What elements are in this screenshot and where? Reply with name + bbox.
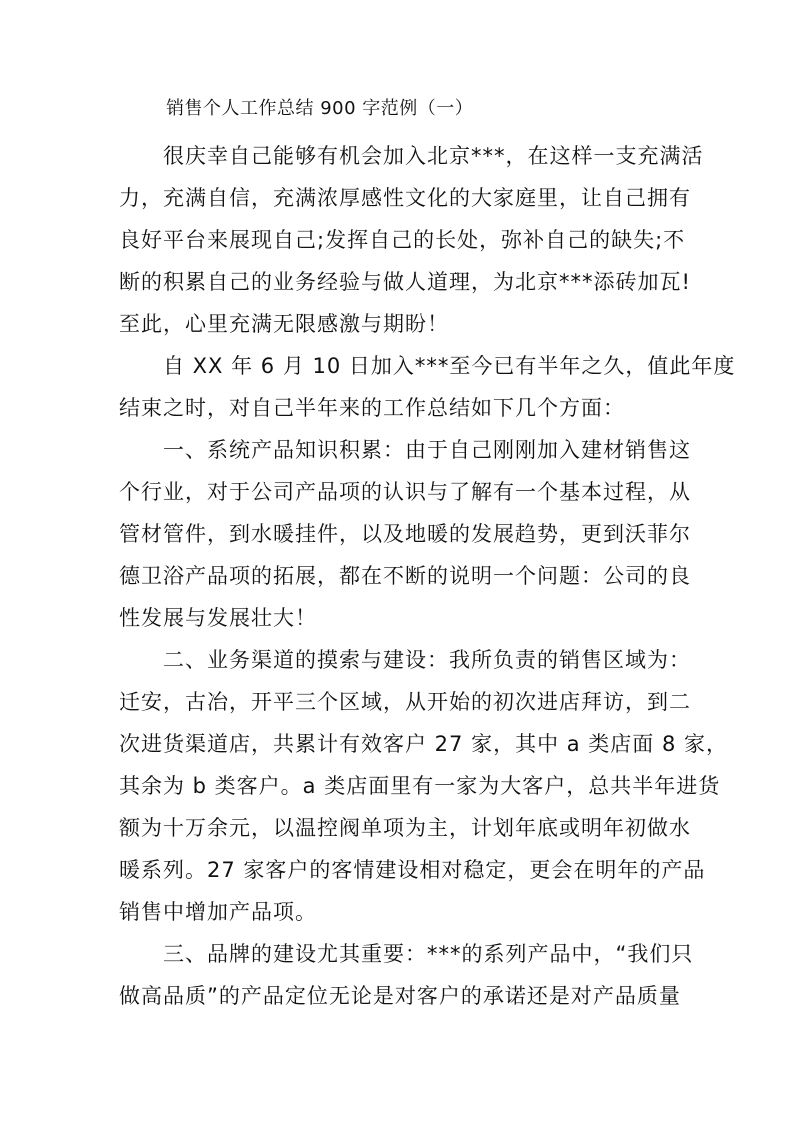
text-line: 二、业务渠道的摸索与建设：我所负责的销售区域为： (163, 648, 691, 672)
text-line: 很庆幸自己能够有机会加入北京***，在这样一支充满活 (163, 144, 704, 168)
text-line: 力，充满自信，充满浓厚感性文化的大家庭里，让自己拥有 (119, 186, 691, 210)
text-line: 一、系统产品知识积累：由于自己刚刚加入建材销售这 (163, 438, 691, 462)
text-line: 销售中增加产品项。 (119, 900, 317, 924)
text-line: 自 XX 年 6 月 10 日加入***至今已有半年之久，值此年度 (163, 354, 736, 378)
text-line: 做高品质”的产品定位无论是对客户的承诺还是对产品质量 (119, 984, 681, 1008)
text-line: 断的积累自己的业务经验与做人道理，为北京***添砖加瓦! (119, 270, 691, 294)
text-line: 暖系列。27 家客户的客情建设相对稳定，更会在明年的产品 (119, 858, 706, 882)
text-line: 迁安，古冶，开平三个区域，从开始的初次进店拜访，到二 (119, 690, 691, 714)
text-line: 其余为 b 类客户。a 类店面里有一家为大客户，总共半年进货 (119, 774, 721, 798)
text-line: 德卫浴产品项的拓展，都在不断的说明一个问题：公司的良 (119, 564, 691, 588)
text-line: 性发展与发展壮大！ (119, 606, 317, 630)
text-line: 次进货渠道店，共累计有效客户 27 家，其中 a 类店面 8 家， (119, 732, 729, 756)
text-line: 额为十万余元，以温控阀单项为主，计划年底或明年初做水 (119, 816, 691, 840)
text-line: 良好平台来展现自己;发挥自己的长处，弥补自己的缺失;不 (119, 228, 686, 252)
text-line: 三、品牌的建设尤其重要：***的系列产品中，“我们只 (163, 942, 694, 966)
document-title: 销售个人工作总结 900 字范例（一） (166, 98, 474, 119)
text-line: 管材管件，到水暖挂件，以及地暖的发展趋势，更到沃菲尔 (119, 522, 691, 546)
text-line: 至此，心里充满无限感激与期盼！ (119, 312, 449, 336)
text-line: 个行业，对于公司产品项的认识与了解有一个基本过程，从 (119, 480, 691, 504)
text-line: 结束之时，对自己半年来的工作总结如下几个方面： (119, 396, 625, 420)
